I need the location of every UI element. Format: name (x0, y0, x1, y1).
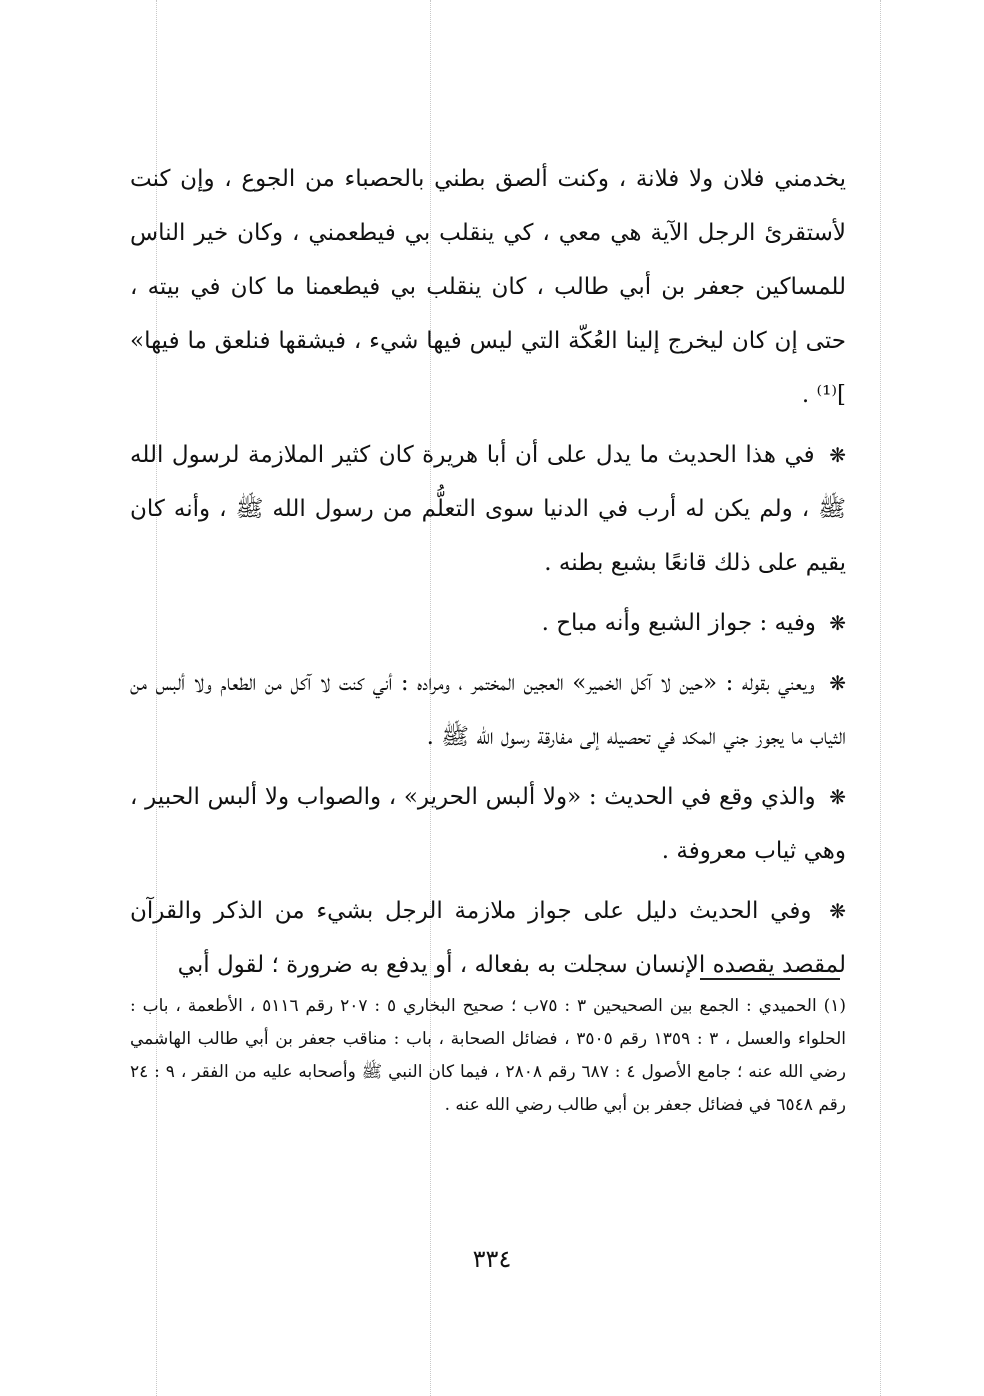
bullet-star-icon: ❋ (829, 611, 846, 635)
footnotes (130, 990, 846, 1122)
bullet-star-icon: ❋ (829, 443, 846, 467)
paragraph-commentary: ❋ والذي وقع في الحديث : «ولا ألبس الحرير» ، والصواب ولا ألبس الحبير ، وهي ثياب معروفة . (130, 784, 846, 864)
footnote-1: (١) الحميدي : الجمع بين الصحيحين ٣ : ٧٥ب ؛ صحيح البخاري ٥ : ٢٠٧ رقم ٥١١٦ ، الأطعمة ، باب : الحلواء والعسل ، ٣ : ١٣٥٩ رقم ٣٥٠٥ ، فضائل الصحابة ، باب : مناقب جعفر بن أبي طالب الهاشمي رضي الله عنه ؛ جامع الأصول ٤ : ٦٨٧ رقم ٢٨٠٨ ، فيما كان النبي ﷺ وأصحابه عليه من الفقر ، ٩ : ٢٤ رقم ٦٥٤٨ في فضائل جعفر بن أبي طالب رضي الله عنه . (130, 996, 846, 1115)
paragraph-commentary: ❋ وفي الحديث دليل على جواز ملازمة الرجل بشيء من الذكر والقرآن لمقصد يقصده الإنسان سجلت به بفعاله ، أو يدفع به ضرورة ؛ لقول أبي (130, 898, 847, 978)
scan-artifact-line (880, 0, 881, 1396)
paragraph-continuation: يخدمني فلان ولا فلانة ، وكنت ألصق بطني بالحصباء من الجوع ، وإن كنت لأستقرئ الرجل الآية هي معي ، كي ينقلب بي فيطعمني ، وكان خير الناس للمساكين جعفر بن أبي طالب ، كان ينقلب بي فيطعمنا ما كان في بيته ، حتى إن كان ليخرج إلينا العُكّة التي ليس فيها شيء ، فيشقها فنلعق ما فيها» ]⁽¹⁾ . (130, 166, 846, 408)
paragraph-commentary: ❋ وفيه : جواز الشبع وأنه مباح . (541, 610, 846, 636)
paragraph-commentary: ❋ ويعني بقوله : «حين لا آكل الخمير» العجين المختمر ، ومراده : أني كنت لا آكل من الطعام ولا ألبس من الثياب ما يجوز جني المكد في تحصيله إلى مفارقة رسول الله ﷺ . (130, 670, 847, 750)
footnote-separator (700, 978, 840, 980)
main-text (130, 152, 846, 998)
page-number: ٣٣٤ (472, 1245, 512, 1273)
bullet-star-icon: ❋ (829, 899, 847, 923)
bullet-star-icon: ❋ (829, 785, 846, 809)
paragraph-commentary: ❋ في هذا الحديث ما يدل على أن أبا هريرة كان كثير الملازمة لرسول الله ﷺ ، ولم يكن له أرب في الدنيا سوى التعلُّم من رسول الله ﷺ ، وأنه كان يقيم على ذلك قانعًا بشبع بطنه . (130, 442, 846, 576)
bullet-star-icon: ❋ (829, 671, 847, 695)
